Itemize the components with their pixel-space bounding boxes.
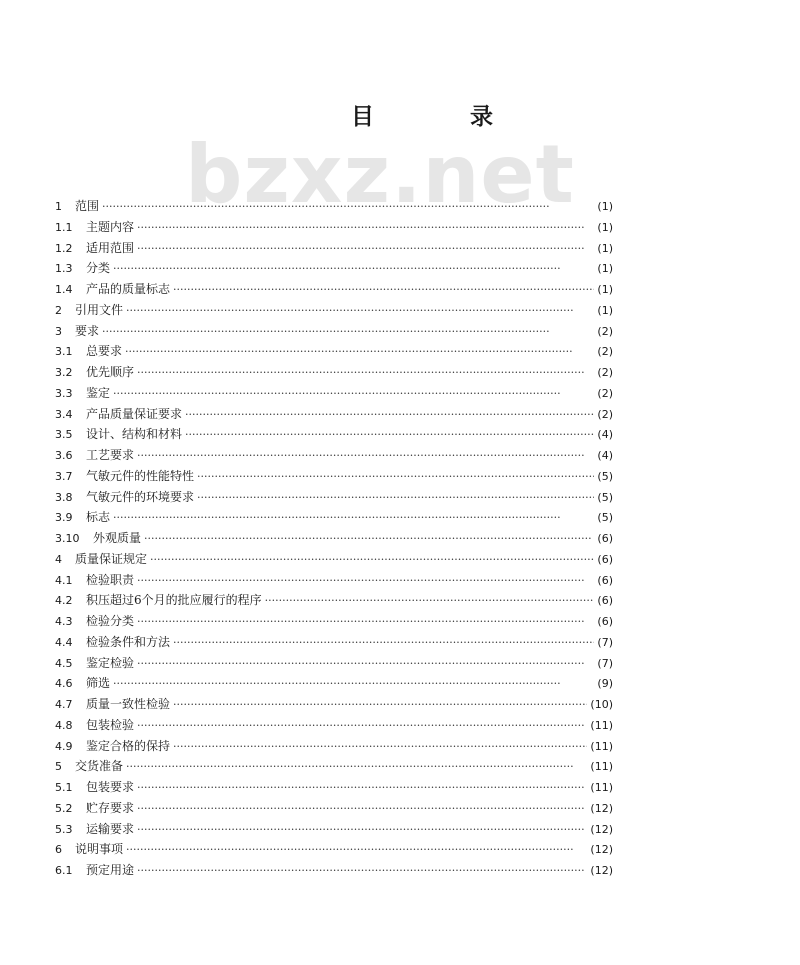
toc-entry-page: (1) — [597, 283, 613, 296]
toc-entry-page: (1) — [597, 220, 613, 234]
toc-entry-page: (1) — [597, 262, 613, 276]
toc-entry-page: (7) — [597, 656, 613, 670]
toc-entry[interactable] — [55, 715, 613, 736]
toc-entry-title: 积压超过6个月的批应履行的程序 — [86, 593, 262, 608]
toc-leader-dots — [144, 529, 594, 550]
toc-leader-dots — [137, 239, 594, 260]
toc-entry[interactable] — [55, 632, 613, 653]
toc-entry[interactable] — [55, 487, 613, 508]
toc-entry-page: (6) — [597, 594, 613, 608]
toc-entry-number: 3.3 — [55, 386, 73, 400]
toc-entry-page: (11) — [590, 718, 613, 732]
toc-entry-title: 产品质量保证要求 — [86, 406, 183, 421]
toc-entry[interactable] — [55, 258, 613, 279]
toc-entry-number: 3.2 — [55, 366, 73, 379]
toc-entry[interactable] — [55, 798, 613, 819]
toc-entry-number: 6.1 — [55, 864, 73, 877]
toc-entry-page: (2) — [597, 386, 613, 400]
toc-leader-dots — [102, 197, 594, 218]
toc-entry-title: 预定用途 — [86, 863, 135, 877]
toc-entry-title: 分类 — [86, 261, 111, 276]
toc-leader-dots — [126, 840, 587, 861]
toc-leader-dots — [113, 384, 594, 405]
toc-entry[interactable] — [55, 673, 613, 694]
toc-leader-dots — [197, 488, 594, 509]
toc-entry[interactable] — [55, 217, 613, 238]
toc-entry[interactable] — [55, 736, 613, 757]
toc-entry-page: (12) — [590, 801, 613, 815]
toc-entry[interactable] — [55, 590, 613, 611]
toc-entry-page: (1) — [597, 241, 613, 255]
toc-entry-page: (12) — [590, 864, 613, 877]
toc-leader-dots — [173, 280, 594, 301]
toc-entry-title: 工艺要求 — [86, 448, 135, 462]
toc-leader-dots — [137, 778, 587, 799]
toc-entry-number: 3.5 — [55, 428, 73, 442]
toc-entry[interactable] — [55, 445, 613, 466]
page-title: 目 录 — [350, 104, 537, 130]
toc-entry-title: 鉴定合格的保持 — [86, 738, 171, 753]
toc-leader-dots — [126, 301, 594, 322]
toc-leader-dots — [150, 550, 594, 571]
toc-entry-title: 筛选 — [86, 676, 111, 691]
toc-entry-number: 4 — [55, 552, 62, 566]
toc-entry-number: 5.1 — [55, 781, 73, 794]
toc-leader-dots — [113, 674, 594, 695]
toc-entry-title: 气敏元件的性能特性 — [86, 468, 195, 483]
toc-entry-number: 1.2 — [55, 241, 73, 255]
toc-entry[interactable] — [55, 507, 613, 528]
toc-entry-title: 检验条件和方法 — [86, 634, 171, 649]
toc-entry-page: (11) — [590, 781, 613, 794]
toc-entry[interactable] — [55, 653, 613, 674]
toc-leader-dots — [137, 861, 587, 882]
toc-entry-page: (11) — [590, 760, 613, 774]
toc-entry-page: (12) — [590, 843, 613, 857]
toc-entry-number: 3.1 — [55, 345, 73, 359]
toc-entry-title: 要求 — [75, 323, 100, 338]
toc-leader-dots — [125, 342, 594, 363]
toc-entry-title: 贮存要求 — [86, 800, 135, 815]
toc-entry-number: 2 — [55, 303, 62, 317]
toc-entry-title: 产品的质量标志 — [86, 282, 171, 296]
toc-entry[interactable] — [55, 611, 613, 632]
toc-entry-page: (4) — [597, 449, 613, 462]
toc-entry-title: 主题内容 — [86, 219, 135, 234]
toc-entry-number: 3.6 — [55, 449, 73, 462]
toc-entry-title: 包装检验 — [86, 717, 135, 732]
toc-entry-number: 4.4 — [55, 635, 73, 649]
toc-entry-page: (2) — [597, 407, 613, 421]
toc-leader-dots — [185, 425, 594, 446]
toc-entry[interactable] — [55, 362, 613, 383]
toc-entry-number: 3.4 — [55, 407, 73, 421]
toc-leader-dots — [137, 218, 594, 239]
toc-entry-title: 检验职责 — [86, 572, 135, 587]
toc-entry-page: (6) — [597, 615, 613, 628]
toc-entry[interactable] — [55, 238, 613, 259]
toc-entry-title: 范围 — [75, 199, 100, 213]
toc-entry[interactable] — [55, 466, 613, 487]
toc-entry-number: 4.3 — [55, 615, 73, 628]
toc-entry-number: 3.7 — [55, 469, 73, 483]
toc-leader-dots — [113, 259, 594, 280]
toc-entry-title: 标志 — [86, 510, 111, 525]
toc-entry-page: (12) — [590, 822, 613, 836]
toc-entry-page: (4) — [597, 428, 613, 442]
toc-leader-dots — [126, 757, 587, 778]
toc-entry[interactable] — [55, 839, 613, 860]
toc-entry-number: 5 — [55, 760, 62, 774]
toc-entry-page: (1) — [597, 303, 613, 317]
toc-entry-page: (2) — [597, 366, 613, 379]
toc-entry[interactable] — [55, 196, 613, 217]
toc-entry-number: 4.6 — [55, 677, 73, 691]
toc-entry-title: 气敏元件的环境要求 — [86, 489, 195, 504]
toc-entry-title: 交货准备 — [75, 759, 124, 774]
toc-entry-number: 4.8 — [55, 718, 73, 732]
toc-entry-page: (5) — [597, 469, 613, 483]
toc-entry[interactable] — [55, 549, 613, 570]
toc-entry-title: 鉴定 — [86, 385, 111, 400]
toc-entry-page: (10) — [590, 698, 613, 711]
toc-entry-number: 4.1 — [55, 573, 73, 587]
toc-entry-page: (7) — [597, 635, 613, 649]
toc-entry-number: 4.9 — [55, 739, 73, 753]
toc-entry[interactable] — [55, 383, 613, 404]
toc-entry[interactable] — [55, 341, 613, 362]
toc-entry-title: 检验分类 — [86, 614, 135, 628]
toc-entry[interactable] — [55, 694, 613, 715]
toc-entry[interactable] — [55, 860, 613, 881]
toc-leader-dots — [173, 737, 587, 758]
toc-leader-dots — [173, 695, 587, 716]
toc-leader-dots — [137, 446, 594, 467]
toc-entry[interactable] — [55, 424, 613, 445]
toc-entry[interactable] — [55, 404, 613, 425]
toc-leader-dots — [185, 405, 594, 426]
toc-entry[interactable] — [55, 819, 613, 840]
toc-entry[interactable] — [55, 570, 613, 591]
toc-entry-title: 设计、结构和材料 — [86, 427, 183, 442]
toc-leader-dots — [265, 591, 595, 612]
toc-leader-dots — [137, 654, 594, 675]
toc-entry-number: 4.7 — [55, 698, 73, 711]
toc-entry-number: 1.1 — [55, 220, 73, 234]
toc-entry-page: (5) — [597, 490, 613, 504]
toc-entry-number: 5.3 — [55, 822, 73, 836]
toc-leader-dots — [102, 322, 594, 343]
toc-entry-number: 4.5 — [55, 656, 73, 670]
toc-leader-dots — [173, 633, 594, 654]
toc-entry-number: 1.3 — [55, 262, 73, 276]
watermark: bzxz.net — [185, 128, 575, 221]
table-of-contents — [55, 196, 613, 881]
toc-entry-number: 1.4 — [55, 283, 73, 296]
toc-entry-title: 适用范围 — [86, 240, 135, 255]
toc-entry[interactable] — [55, 279, 613, 300]
toc-entry-title: 外观质量 — [93, 531, 142, 545]
toc-entry-title: 运输要求 — [86, 821, 135, 836]
toc-entry-page: (2) — [597, 345, 613, 359]
toc-entry-page: (6) — [597, 573, 613, 587]
toc-entry-title: 鉴定检验 — [86, 655, 135, 670]
toc-entry[interactable] — [55, 321, 613, 342]
toc-leader-dots — [137, 612, 594, 633]
toc-entry-page: (11) — [590, 739, 613, 753]
toc-entry-number: 3.9 — [55, 511, 73, 525]
toc-entry-title: 包装要求 — [86, 780, 135, 794]
toc-entry[interactable] — [55, 777, 613, 798]
toc-entry-page: (6) — [597, 552, 613, 566]
toc-entry-page: (9) — [597, 677, 613, 691]
toc-leader-dots — [137, 363, 594, 384]
toc-entry-page: (2) — [597, 324, 613, 338]
toc-leader-dots — [197, 467, 594, 488]
toc-entry-title: 质量保证规定 — [75, 551, 148, 566]
toc-leader-dots — [137, 799, 587, 820]
toc-entry-page: (6) — [597, 532, 613, 545]
toc-entry-page: (1) — [597, 200, 613, 213]
toc-entry-page: (5) — [597, 511, 613, 525]
toc-entry-number: 5.2 — [55, 801, 73, 815]
toc-entry-number: 6 — [55, 843, 62, 857]
toc-entry-title: 优先顺序 — [86, 365, 135, 379]
toc-entry-title: 引用文件 — [75, 302, 124, 317]
toc-entry-title: 质量一致性检验 — [86, 697, 171, 711]
toc-leader-dots — [113, 508, 594, 529]
toc-entry-title: 总要求 — [86, 344, 123, 359]
toc-entry[interactable] — [55, 528, 613, 549]
toc-entry-number: 1 — [55, 200, 62, 213]
toc-entry-number: 3.8 — [55, 490, 73, 504]
toc-entry-title: 说明事项 — [75, 842, 124, 857]
toc-entry[interactable] — [55, 756, 613, 777]
toc-leader-dots — [137, 571, 594, 592]
toc-leader-dots — [137, 820, 587, 841]
toc-leader-dots — [137, 716, 587, 737]
toc-entry-number: 3 — [55, 324, 62, 338]
toc-entry-number: 4.2 — [55, 594, 73, 608]
toc-entry-number: 3.10 — [55, 532, 80, 545]
toc-entry[interactable] — [55, 300, 613, 321]
